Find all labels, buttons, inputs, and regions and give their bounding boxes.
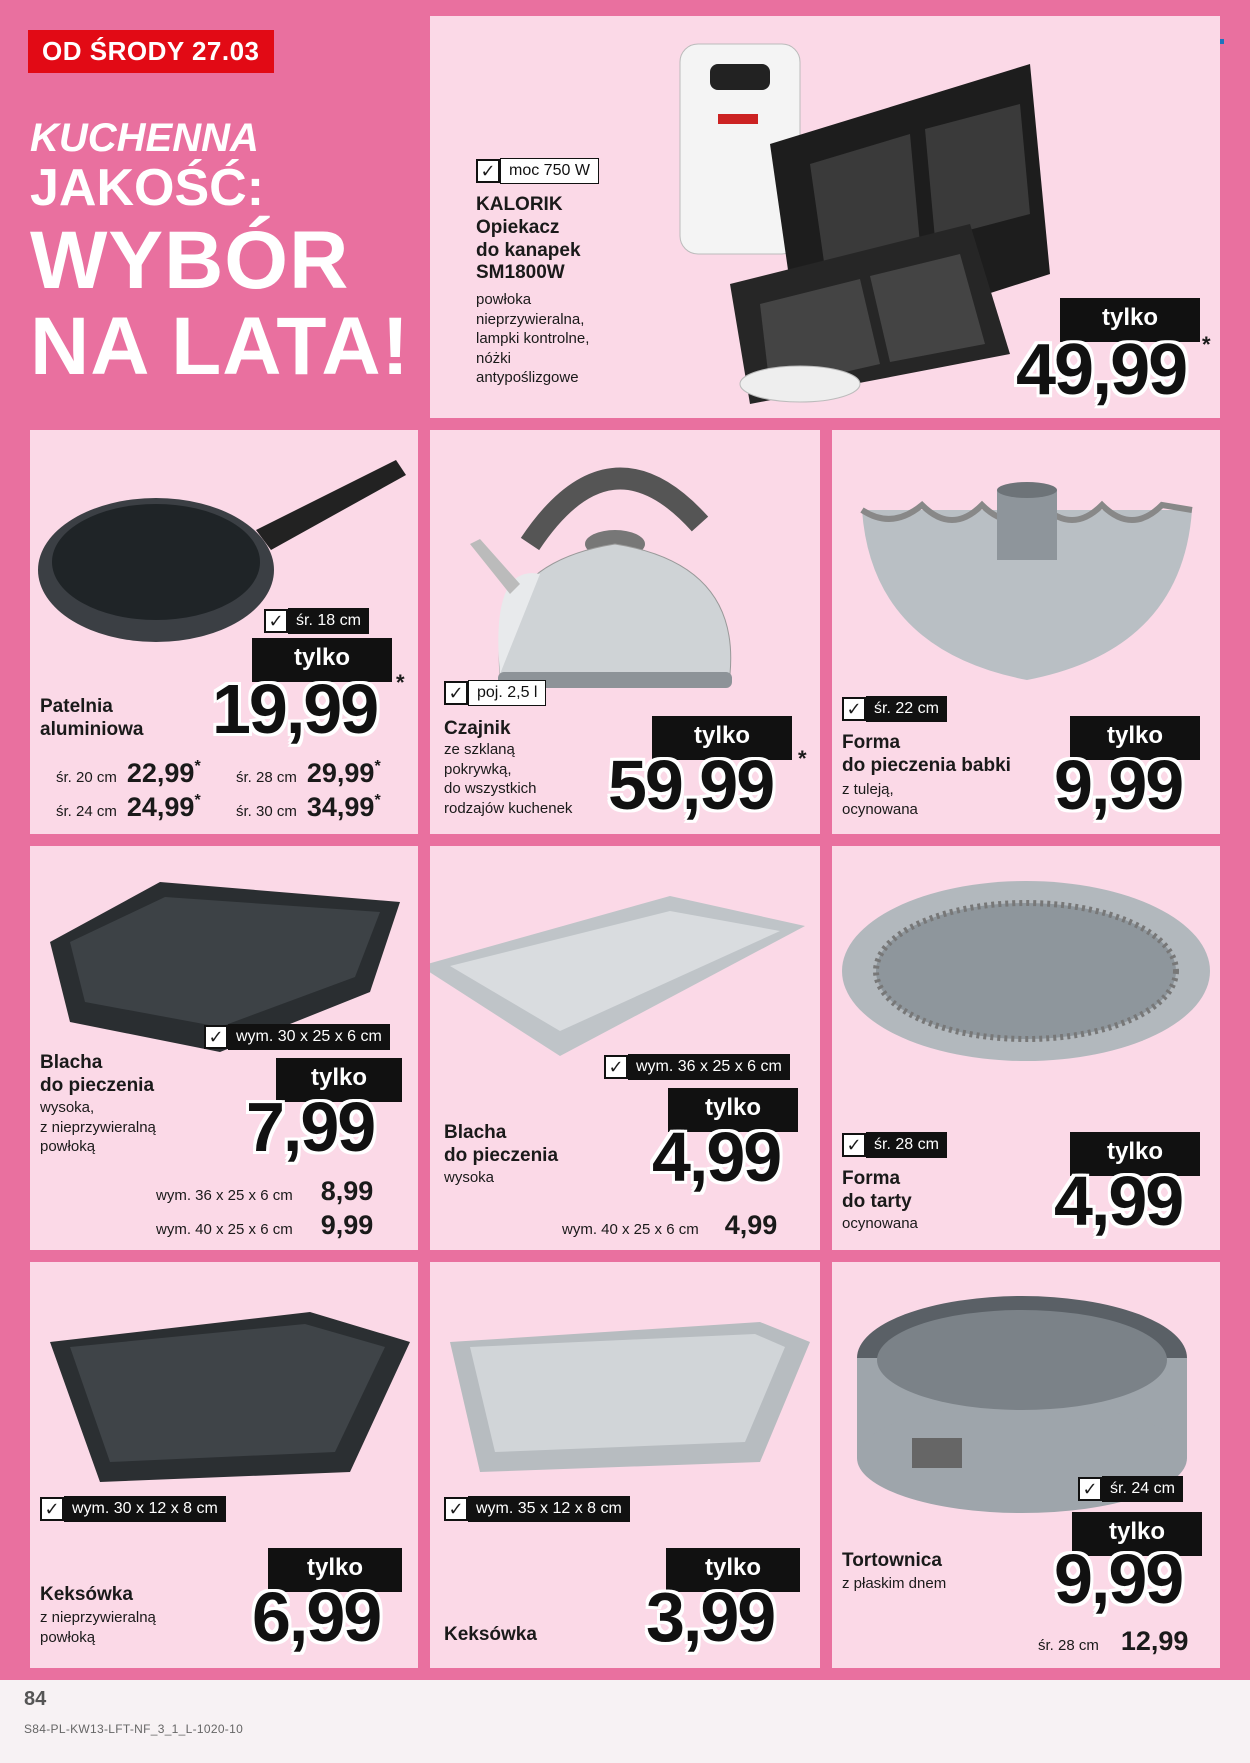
product-card-tart-pan[interactable]	[832, 846, 1220, 1250]
variant-price: wym. 40 x 25 x 6 cm 4,99	[562, 1210, 778, 1240]
product-description: z nieprzywieralną powłoką	[40, 1609, 156, 1646]
asterisk: *	[798, 746, 807, 771]
product-name: Keksówka	[40, 1584, 133, 1605]
spec-label: ✓ wym. 30 x 25 x 6 cm	[204, 1024, 390, 1050]
headline-line-4: NA LATA!	[30, 301, 410, 392]
product-name: Forma do tarty	[842, 1168, 912, 1212]
page-number: 84	[24, 1688, 47, 1710]
variant-price: wym. 36 x 25 x 6 cm 8,99	[156, 1176, 374, 1206]
checkbox-icon: ✓	[444, 681, 468, 705]
price: 19,99	[212, 670, 378, 748]
tylko-label: tylko	[1070, 716, 1200, 760]
spec-label: ✓ moc 750 W	[476, 158, 599, 184]
footer-code: S84-PL-KW13-LFT-NF_3_1_L-1020-10	[24, 1722, 244, 1736]
tylko-label: tylko	[1072, 1512, 1202, 1556]
tylko-label: tylko	[252, 638, 392, 682]
spec-label: ✓ wym. 36 x 25 x 6 cm	[604, 1054, 790, 1080]
checkbox-icon: ✓	[40, 1497, 64, 1521]
product-name: Czajnik	[444, 718, 511, 739]
variant-price: śr. 28 cm 12,99	[1038, 1626, 1189, 1656]
spec-label: ✓ śr. 28 cm	[842, 1132, 947, 1158]
variant-price: śr. 20 cm 22,99 *	[56, 758, 201, 788]
spec-label: ✓ wym. 35 x 12 x 8 cm	[444, 1496, 630, 1522]
checkbox-icon: ✓	[1078, 1477, 1102, 1501]
asterisk: *	[396, 670, 405, 695]
checkbox-icon: ✓	[444, 1497, 468, 1521]
variant-price: śr. 28 cm 29,99 *	[236, 758, 381, 788]
headline-line-3: WYBÓR	[30, 215, 350, 306]
spec-label: ✓ śr. 22 cm	[842, 696, 947, 722]
product-description: ze szklaną pokrywką, do wszystkich rodzajów kuchenek	[444, 741, 573, 817]
product-card-dark-baking-tray[interactable]	[30, 846, 418, 1250]
variant-price: śr. 30 cm 34,99 *	[236, 792, 381, 822]
tylko-label: tylko	[668, 1088, 798, 1132]
product-name: Keksówka	[444, 1624, 537, 1645]
product-name: Blacha do pieczenia	[40, 1052, 155, 1096]
date-badge: OD ŚRODY 27.03	[28, 30, 274, 73]
product-name: Patelnia aluminiowa	[40, 696, 144, 740]
price: 9,99	[1054, 746, 1183, 824]
product-card-springform-pan[interactable]	[832, 1262, 1220, 1668]
price: 4,99	[1054, 1162, 1183, 1240]
headline	[30, 116, 410, 392]
tart-pan-icon	[840, 876, 1212, 1066]
checkbox-icon: ✓	[264, 609, 288, 633]
product-card-toaster[interactable]	[430, 16, 1220, 418]
product-card-pan[interactable]	[30, 430, 418, 834]
product-card-dark-loaf-pan[interactable]	[30, 1262, 418, 1668]
product-name: KALORIK Opiekacz do kanapek SM1800W	[476, 194, 581, 284]
variant-price: śr. 24 cm 24,99 *	[56, 792, 201, 822]
asterisk: *	[1202, 332, 1211, 357]
product-description: ocynowana	[842, 1215, 918, 1232]
spec-label: ✓ śr. 18 cm	[264, 608, 369, 634]
headline-line-2: JAKOŚĆ:	[30, 159, 265, 217]
product-description: wysoka	[444, 1169, 495, 1186]
sandwich-maker-icon	[650, 24, 1070, 412]
loaf-pan-icon	[440, 1312, 810, 1482]
price: 7,99	[246, 1088, 375, 1166]
price: 6,99	[252, 1578, 381, 1656]
tylko-label: tylko	[652, 716, 792, 760]
tylko-label: tylko	[1070, 1132, 1200, 1176]
variant-price: wym. 40 x 25 x 6 cm 9,99	[156, 1210, 374, 1240]
spec-label: ✓ śr. 24 cm	[1078, 1476, 1183, 1502]
checkbox-icon: ✓	[842, 1133, 866, 1157]
product-card-bundt-pan[interactable]	[832, 430, 1220, 834]
spec-label: ✓ wym. 30 x 12 x 8 cm	[40, 1496, 226, 1522]
product-description: z płaskim dnem	[842, 1575, 947, 1592]
loaf-pan-icon	[40, 1302, 410, 1482]
checkbox-icon: ✓	[842, 697, 866, 721]
checkbox-icon: ✓	[204, 1025, 228, 1049]
product-name: Blacha do pieczenia	[444, 1122, 559, 1166]
product-description: z tuleją, ocynowana	[842, 781, 918, 818]
baking-tray-icon	[430, 876, 810, 1076]
product-name: Tortownica	[842, 1550, 942, 1571]
price: 4,99	[652, 1118, 781, 1196]
tylko-label: tylko	[276, 1058, 402, 1102]
headline-line-1: KUCHENNA	[30, 116, 259, 160]
tylko-label: tylko	[268, 1548, 402, 1592]
price: 9,99	[1054, 1540, 1183, 1618]
price: 49,99	[1016, 330, 1187, 410]
product-description: wysoka, z nieprzywieralną powłoką	[40, 1099, 156, 1155]
checkbox-icon: ✓	[476, 159, 500, 183]
price: 59,99	[608, 746, 774, 824]
product-description: powłoka nieprzywieralna, lampki kontrolne, nóżki antypoślizgowe	[476, 291, 590, 386]
kettle-icon	[470, 444, 750, 704]
product-card-kettle[interactable]	[430, 430, 820, 834]
price: 3,99	[646, 1578, 775, 1656]
product-card-silver-loaf-pan[interactable]	[430, 1262, 820, 1668]
spec-label: ✓ poj. 2,5 l	[444, 680, 546, 706]
bundt-pan-icon	[852, 450, 1202, 690]
product-name: Forma do pieczenia babki	[842, 732, 1011, 776]
tylko-label: tylko	[1060, 298, 1200, 342]
tylko-label: tylko	[666, 1548, 800, 1592]
product-card-silver-baking-tray[interactable]	[430, 846, 820, 1250]
checkbox-icon: ✓	[604, 1055, 628, 1079]
